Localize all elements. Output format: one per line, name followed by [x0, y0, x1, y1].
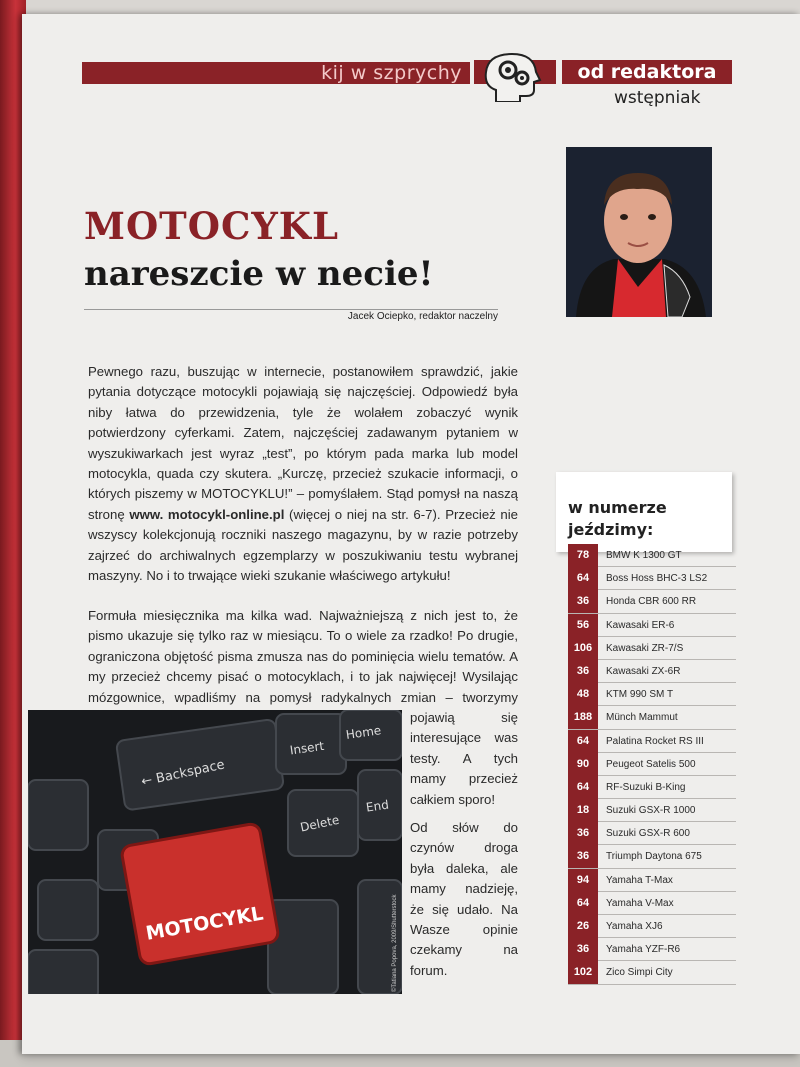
list-item	[568, 590, 736, 613]
list-item	[568, 544, 736, 567]
list-item	[568, 961, 736, 984]
list-item	[568, 614, 736, 637]
model-name: Zico Simpi City	[606, 967, 673, 979]
model-name: Kawasaki ZR-7/S	[606, 642, 684, 654]
model-name: Palatina Rocket RS III	[606, 735, 704, 747]
page-number: 56	[568, 614, 598, 637]
page-number: 94	[568, 869, 598, 892]
list-item	[568, 730, 736, 753]
in-issue-heading-2: jeździmy:	[568, 520, 654, 539]
page-number: 26	[568, 915, 598, 938]
list-item	[568, 915, 736, 938]
page-number: 36	[568, 845, 598, 868]
list-item	[568, 799, 736, 822]
paragraph-2: Formuła miesięcznika ma kilka wad. Najważniejszą z nich jest to, że pismo ukazuje się tylko raz w miesiącu. To o wiele za rzadko! Po drugie, ograniczona objętość pisma zmusza nas do pominięcia wielu tematów. A my przecież chcemy pisać o motocyklach, i to jak najwięcej! Wysilając mózgownice, wpadliśmy na pomysł radykalnych zmian – tworzymy	[88, 608, 518, 705]
paragraph-1-text: Pewnego razu, buszując w internecie, postanowiłem sprawdzić, jakie pytania dotyczące motocykli pojawiają się najczęściej. Odpowiedź była niby łatwa do przewidzenia, tyle że wolałem zobaczyć wynik potwierdzony cyferkami. Zatem, najczęściej zadawanym pytaniem w wyszukiwarkach jest wyraz „test”, po którym pada marka lub model motocykla, quada czy skutera. „Kurczę, przecież szukacie informacji, o których piszemy w MOTOCYKLU!” – pomyślałem. Stąd pomysł na naszą stronę	[88, 364, 518, 522]
page-number: 36	[568, 822, 598, 845]
page-number: 106	[568, 637, 598, 660]
paragraph-1-rest: (więcej o niej na str. 6-7). Przecież nie wszyscy kolekcjonują roczniki naszego magazynu, by w razie potrzeby zajrzeć do archiwalnych egzemplarzy w poszukiwaniu testu wybranej maszyny. No i to trwające wieki szukanie właściwego artykułu!	[88, 506, 519, 584]
model-name: Boss Hoss BHC-3 LS2	[606, 573, 708, 585]
page-number: 64	[568, 730, 598, 753]
article-title-line1: MOTOCYKL	[84, 204, 339, 248]
model-name: Yamaha XJ6	[606, 921, 663, 932]
editor-portrait	[566, 147, 712, 317]
website-link: www. motocykl-online.pl	[129, 506, 285, 522]
list-item	[568, 938, 736, 961]
page-number: 36	[568, 660, 598, 683]
list-item	[568, 753, 736, 776]
in-issue-heading-1: w numerze	[568, 498, 667, 517]
model-name: Kawasaki ZX-6R	[606, 665, 681, 677]
list-item	[568, 822, 736, 845]
page-number: 90	[568, 753, 598, 776]
model-name: KTM 990 SM T	[606, 689, 674, 701]
section-banner-right	[562, 60, 732, 84]
key-motocykl: MOTOCYKL	[144, 902, 265, 945]
subsection-label: wstępniak	[614, 88, 701, 108]
article-title-line2: nareszcie w necie!	[84, 254, 434, 294]
page-number: 78	[568, 544, 598, 567]
model-name: Kawasaki ER-6	[606, 619, 675, 631]
model-name: Triumph Daytona 675	[606, 851, 702, 863]
byline: Jacek Ociepko, redaktor naczelny	[347, 311, 498, 322]
page-number: 64	[568, 892, 598, 915]
head-gears-icon	[474, 50, 556, 102]
page-number: 188	[568, 706, 598, 729]
section-label-left: kij w szprychy	[321, 62, 462, 84]
model-name: RF-Suzuki B-King	[606, 781, 686, 793]
model-name: Peugeot Satelis 500	[606, 758, 696, 770]
model-name: Yamaha YZF-R6	[606, 944, 681, 956]
list-item	[568, 706, 736, 729]
model-name: Honda CBR 600 RR	[606, 596, 697, 608]
paragraph-3: pojawią się interesujące was testy. A tych mamy przecież całkiem sporo!	[410, 710, 518, 807]
paragraph-1	[88, 362, 518, 586]
section-banner-left	[82, 62, 470, 84]
byline-divider	[84, 309, 498, 310]
photo-credit: ©Tatiana Popova, 2009/Shutterstock	[392, 894, 398, 992]
list-item	[568, 869, 736, 892]
list-item	[568, 845, 736, 868]
model-name: Yamaha V-Max	[606, 897, 674, 909]
section-label-right: od redaktora	[577, 61, 717, 83]
key-delete: Delete	[298, 812, 341, 835]
list-item	[568, 776, 736, 799]
model-name: Yamaha T-Max	[606, 874, 673, 886]
list-item	[568, 683, 736, 706]
page-number: 102	[568, 961, 598, 984]
key-backspace: ← Backspace	[140, 757, 227, 790]
key-end: End	[365, 797, 390, 815]
model-name: Suzuki GSX-R 1000	[606, 805, 696, 817]
keyboard-photo	[28, 710, 402, 994]
magazine-page	[22, 14, 800, 1054]
in-issue-header	[556, 472, 732, 552]
list-item	[568, 660, 736, 683]
page-number: 18	[568, 799, 598, 822]
page-number: 64	[568, 567, 598, 590]
in-issue-list	[568, 544, 736, 985]
model-name: Suzuki GSX-R 600	[606, 828, 690, 840]
page-number: 36	[568, 590, 598, 613]
list-item	[568, 637, 736, 660]
page-number: 64	[568, 776, 598, 799]
page-number: 48	[568, 683, 598, 706]
list-item	[568, 567, 736, 590]
page-number: 36	[568, 938, 598, 961]
model-name: BMW K 1300 GT	[606, 550, 682, 561]
key-insert: Insert	[288, 738, 325, 758]
list-item	[568, 892, 736, 915]
key-home: Home	[344, 723, 383, 743]
paragraph-4: Od słów do czynów droga była daleka, ale mamy nadzieję, że się udało. Na Wasze opinie czekamy na forum.	[410, 820, 518, 978]
model-name: Münch Mammut	[606, 712, 678, 724]
